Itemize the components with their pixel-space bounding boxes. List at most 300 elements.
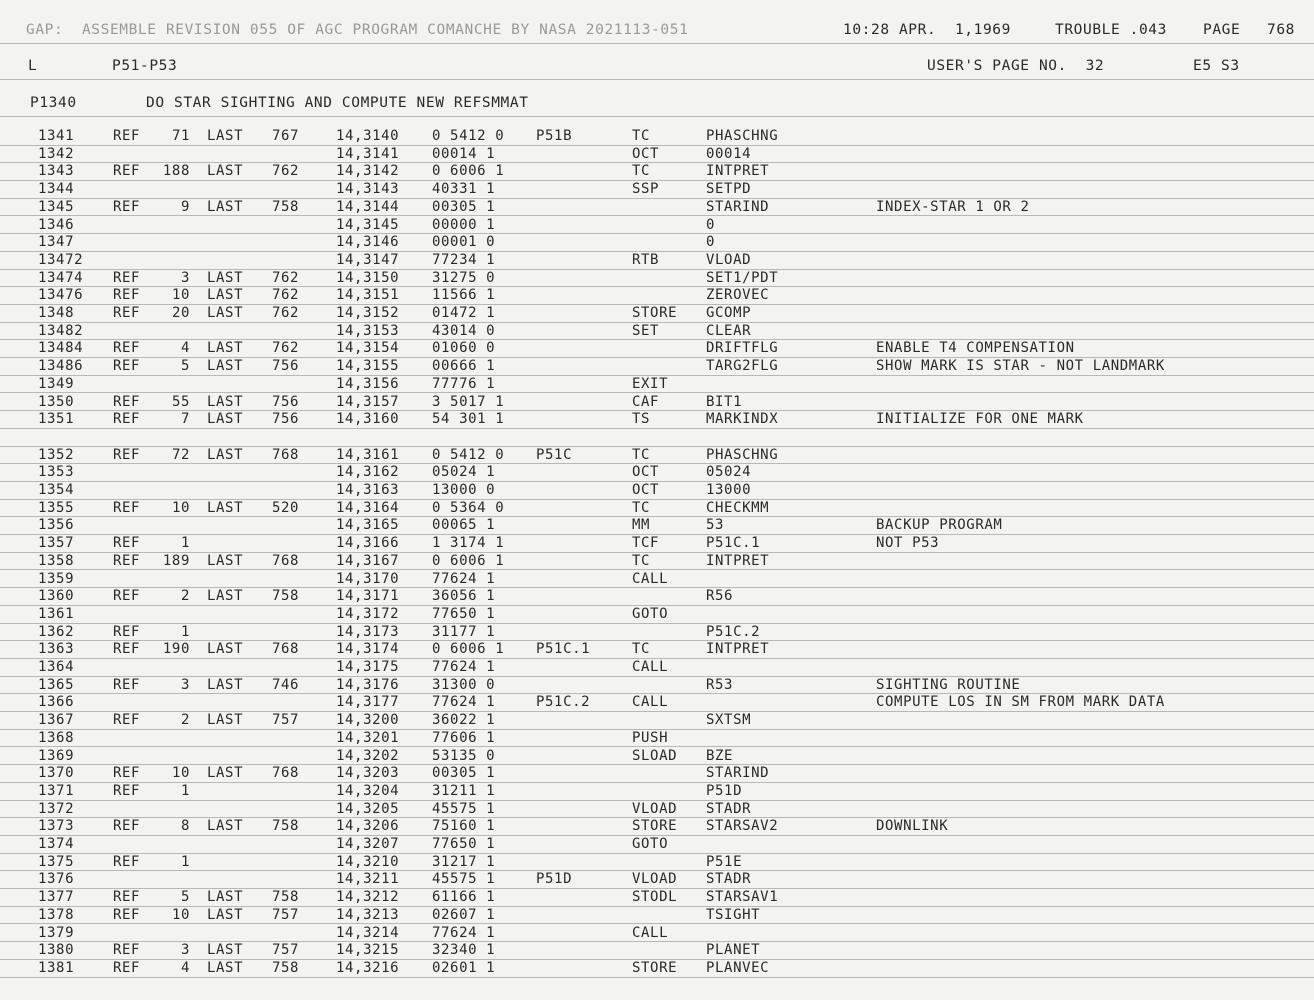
object-code: 31177 1 xyxy=(432,623,496,640)
last-page: 757 xyxy=(272,712,300,729)
line-number: 1374 xyxy=(38,836,75,852)
ref-keyword: REF xyxy=(113,818,141,835)
last-keyword: LAST xyxy=(207,305,244,321)
listing-row xyxy=(0,588,1314,606)
title-line xyxy=(0,91,1314,117)
address: 14,3154 xyxy=(336,340,400,357)
ref-keyword: REF xyxy=(113,641,141,658)
line-number: 1370 xyxy=(38,765,75,782)
line-number: 1360 xyxy=(38,588,75,605)
operand: DRIFTFLG xyxy=(706,340,779,357)
comment: NOT P53 xyxy=(876,535,940,552)
last-page: 768 xyxy=(272,446,300,463)
object-code: 13000 0 xyxy=(432,482,496,498)
page-label: PAGE xyxy=(1203,22,1241,38)
line-number: 1379 xyxy=(38,924,75,941)
address: 14,3152 xyxy=(336,305,400,321)
ref-keyword: REF xyxy=(113,906,141,923)
object-code: 36022 1 xyxy=(432,712,496,729)
line-number: 1368 xyxy=(38,729,75,746)
ref-count: 7 xyxy=(180,411,190,428)
operand: P51C.2 xyxy=(706,623,761,640)
ref-count: 1 xyxy=(180,782,190,799)
comment: SHOW MARK IS STAR - NOT LANDMARK xyxy=(876,358,1165,375)
object-code: 31211 1 xyxy=(432,782,496,799)
listing-row xyxy=(0,925,1314,943)
opcode: TC xyxy=(632,552,651,569)
line-number: 1351 xyxy=(38,411,75,428)
object-code: 00001 0 xyxy=(432,234,496,251)
opcode: TC xyxy=(632,128,651,144)
object-code: 31217 1 xyxy=(432,853,496,870)
address: 14,3167 xyxy=(336,552,400,569)
line-number: 1353 xyxy=(38,464,75,481)
ref-count: 5 xyxy=(180,358,190,375)
address: 14,3203 xyxy=(336,765,400,782)
ref-keyword: REF xyxy=(113,499,141,516)
address: 14,3157 xyxy=(336,393,400,410)
object-code: 32340 1 xyxy=(432,942,496,959)
operand: PHASCHNG xyxy=(706,446,779,463)
comment: ENABLE T4 COMPENSATION xyxy=(876,340,1075,357)
operand: CLEAR xyxy=(706,322,752,339)
opcode: OCT xyxy=(632,464,660,481)
last-keyword: LAST xyxy=(207,818,244,835)
last-keyword: LAST xyxy=(207,340,244,357)
symbol-label: P51D xyxy=(536,871,573,888)
opcode: EXIT xyxy=(632,375,669,392)
ref-count: 3 xyxy=(180,269,190,286)
last-page: 762 xyxy=(272,305,300,321)
last-page: 520 xyxy=(272,499,300,516)
object-code: 77234 1 xyxy=(432,251,496,268)
line-number: 1371 xyxy=(38,782,75,799)
object-code: 0 5412 0 xyxy=(432,446,505,463)
listing-row xyxy=(0,960,1314,978)
address: 14,3163 xyxy=(336,482,400,498)
address: 14,3144 xyxy=(336,198,400,215)
ref-count: 188 xyxy=(162,163,190,180)
opcode: TC xyxy=(632,499,651,516)
object-code: 53135 0 xyxy=(432,747,496,764)
opcode: STORE xyxy=(632,818,678,835)
last-page: 758 xyxy=(272,588,300,605)
line-number: 1373 xyxy=(38,818,75,835)
object-code: 00666 1 xyxy=(432,358,496,375)
ref-keyword: REF xyxy=(113,358,141,375)
opcode: RTB xyxy=(632,251,660,268)
comment: INDEX-STAR 1 OR 2 xyxy=(876,198,1030,215)
listing-row xyxy=(0,464,1314,482)
opcode: MM xyxy=(632,517,651,534)
address: 14,3205 xyxy=(336,800,400,817)
last-keyword: LAST xyxy=(207,712,244,729)
line-number: 1357 xyxy=(38,535,75,552)
listing-row xyxy=(0,358,1314,376)
comment: SIGHTING ROUTINE xyxy=(876,676,1021,693)
operand: PLANVEC xyxy=(706,959,770,976)
ref-count: 5 xyxy=(180,889,190,906)
address: 14,3161 xyxy=(336,446,400,463)
operand: BIT1 xyxy=(706,393,743,410)
opcode: GOTO xyxy=(632,836,669,852)
ref-keyword: REF xyxy=(113,269,141,286)
object-code: 77606 1 xyxy=(432,729,496,746)
opcode: SET xyxy=(632,322,660,339)
last-keyword: LAST xyxy=(207,641,244,658)
listing-row xyxy=(0,854,1314,872)
address: 14,3164 xyxy=(336,499,400,516)
timestamp: 10:28 APR. 1,1969 xyxy=(843,22,1011,38)
ref-keyword: REF xyxy=(113,765,141,782)
listing-row xyxy=(0,323,1314,341)
listing-row xyxy=(0,730,1314,748)
ref-keyword: REF xyxy=(113,411,141,428)
line-number: 1342 xyxy=(38,145,75,162)
object-code: 0 5412 0 xyxy=(432,128,505,144)
left-code: L xyxy=(28,58,38,74)
address: 14,3153 xyxy=(336,322,400,339)
line-number: 1364 xyxy=(38,659,75,675)
operand: 00014 xyxy=(706,145,752,162)
address: 14,3206 xyxy=(336,818,400,835)
listing-row xyxy=(0,252,1314,270)
object-code: 0 5364 0 xyxy=(432,499,505,516)
object-code: 36056 1 xyxy=(432,588,496,605)
ref-count: 1 xyxy=(180,853,190,870)
last-keyword: LAST xyxy=(207,906,244,923)
listing-row xyxy=(0,500,1314,518)
listing-row xyxy=(0,535,1314,553)
listing-row xyxy=(0,305,1314,323)
address: 14,3215 xyxy=(336,942,400,959)
last-keyword: LAST xyxy=(207,358,244,375)
listing-row xyxy=(0,694,1314,712)
section-name: P51-P53 xyxy=(112,58,178,74)
address: 14,3145 xyxy=(336,216,400,233)
listing-row xyxy=(0,447,1314,465)
ref-keyword: REF xyxy=(113,853,141,870)
operand: STARSAV2 xyxy=(706,818,779,835)
users-page: USER'S PAGE NO. 32 xyxy=(927,58,1105,74)
last-keyword: LAST xyxy=(207,499,244,516)
operand: 05024 xyxy=(706,464,752,481)
listing-row xyxy=(0,889,1314,907)
operand: TARG2FLG xyxy=(706,358,779,375)
line-number: 13472 xyxy=(38,251,84,268)
last-keyword: LAST xyxy=(207,552,244,569)
operand: GCOMP xyxy=(706,305,752,321)
operand: STARSAV1 xyxy=(706,889,779,906)
line-number: 1365 xyxy=(38,676,75,693)
ref-count: 4 xyxy=(180,959,190,976)
address: 14,3174 xyxy=(336,641,400,658)
listing-row xyxy=(0,234,1314,252)
line-number: 1345 xyxy=(38,198,75,215)
operand: TSIGHT xyxy=(706,906,761,923)
ref-count: 8 xyxy=(180,818,190,835)
listing-row xyxy=(0,871,1314,889)
object-code: 77776 1 xyxy=(432,375,496,392)
opcode: CALL xyxy=(632,570,669,587)
address: 14,3176 xyxy=(336,676,400,693)
address: 14,3155 xyxy=(336,358,400,375)
last-page: 768 xyxy=(272,765,300,782)
opcode: CALL xyxy=(632,694,669,711)
object-code: 31300 0 xyxy=(432,676,496,693)
object-code: 00305 1 xyxy=(432,765,496,782)
listing-row xyxy=(0,748,1314,766)
address: 14,3146 xyxy=(336,234,400,251)
last-keyword: LAST xyxy=(207,287,244,304)
line-number: 1341 xyxy=(38,128,75,144)
ref-count: 10 xyxy=(171,906,190,923)
line-number: 13474 xyxy=(38,269,84,286)
last-page: 758 xyxy=(272,198,300,215)
line-number: 1350 xyxy=(38,393,75,410)
address: 14,3151 xyxy=(336,287,400,304)
object-code: 45575 1 xyxy=(432,871,496,888)
opcode: TC xyxy=(632,641,651,658)
operand: VLOAD xyxy=(706,251,752,268)
operand: ZEROVEC xyxy=(706,287,770,304)
page-number: 768 xyxy=(1267,22,1295,38)
symbol-label: P51B xyxy=(536,128,573,144)
address: 14,3204 xyxy=(336,782,400,799)
object-code: 31275 0 xyxy=(432,269,496,286)
listing-row xyxy=(0,818,1314,836)
opcode: GOTO xyxy=(632,605,669,622)
address: 14,3213 xyxy=(336,906,400,923)
header-line-2 xyxy=(0,54,1314,80)
page-title: DO STAR SIGHTING AND COMPUTE NEW REFSMMAT xyxy=(146,95,529,111)
title-line-no: P1340 xyxy=(30,95,77,111)
opcode: CALL xyxy=(632,659,669,675)
address: 14,3140 xyxy=(336,128,400,144)
address: 14,3150 xyxy=(336,269,400,286)
ref-keyword: REF xyxy=(113,676,141,693)
line-number: 1369 xyxy=(38,747,75,764)
listing-spacer xyxy=(0,429,1314,447)
line-number: 1363 xyxy=(38,641,75,658)
operand: 13000 xyxy=(706,482,752,498)
line-number: 1346 xyxy=(38,216,75,233)
ref-keyword: REF xyxy=(113,198,141,215)
object-code: 02601 1 xyxy=(432,959,496,976)
ref-keyword: REF xyxy=(113,712,141,729)
ref-keyword: REF xyxy=(113,942,141,959)
line-number: 1344 xyxy=(38,181,75,198)
operand: INTPRET xyxy=(706,641,770,658)
operand: SETPD xyxy=(706,181,752,198)
line-number: 1358 xyxy=(38,552,75,569)
object-code: 77624 1 xyxy=(432,570,496,587)
opcode: VLOAD xyxy=(632,871,678,888)
ref-count: 1 xyxy=(180,623,190,640)
last-keyword: LAST xyxy=(207,128,244,144)
listing-row xyxy=(0,641,1314,659)
last-page: 768 xyxy=(272,552,300,569)
last-page: 758 xyxy=(272,959,300,976)
ref-keyword: REF xyxy=(113,959,141,976)
ref-count: 4 xyxy=(180,340,190,357)
last-keyword: LAST xyxy=(207,959,244,976)
opcode: OCT xyxy=(632,145,660,162)
header-line-1 xyxy=(0,18,1314,44)
comment: BACKUP PROGRAM xyxy=(876,517,1003,534)
line-number: 1355 xyxy=(38,499,75,516)
address: 14,3172 xyxy=(336,605,400,622)
object-code: 45575 1 xyxy=(432,800,496,817)
address: 14,3214 xyxy=(336,924,400,941)
listing-row xyxy=(0,801,1314,819)
operand: R53 xyxy=(706,676,734,693)
address: 14,3147 xyxy=(336,251,400,268)
object-code: 61166 1 xyxy=(432,889,496,906)
listing-row xyxy=(0,783,1314,801)
opcode: TC xyxy=(632,163,651,180)
ref-keyword: REF xyxy=(113,287,141,304)
object-code: 1 3174 1 xyxy=(432,535,505,552)
last-page: 762 xyxy=(272,287,300,304)
object-code: 77624 1 xyxy=(432,659,496,675)
symbol-label: P51C.1 xyxy=(536,641,591,658)
line-number: 1378 xyxy=(38,906,75,923)
ref-count: 10 xyxy=(171,499,190,516)
opcode: TCF xyxy=(632,535,660,552)
operand: SET1/PDT xyxy=(706,269,779,286)
last-page: 746 xyxy=(272,676,300,693)
opcode: PUSH xyxy=(632,729,669,746)
object-code: 75160 1 xyxy=(432,818,496,835)
sheet-id: E5 S3 xyxy=(1193,58,1240,74)
operand: CHECKMM xyxy=(706,499,770,516)
line-number: 1366 xyxy=(38,694,75,711)
listing-row xyxy=(0,217,1314,235)
listing-row xyxy=(0,163,1314,181)
ref-count: 10 xyxy=(171,765,190,782)
line-number: 1380 xyxy=(38,942,75,959)
object-code: 77650 1 xyxy=(432,836,496,852)
line-number: 1381 xyxy=(38,959,75,976)
address: 14,3212 xyxy=(336,889,400,906)
comment: INITIALIZE FOR ONE MARK xyxy=(876,411,1084,428)
listing-row xyxy=(0,181,1314,199)
address: 14,3160 xyxy=(336,411,400,428)
listing-row xyxy=(0,553,1314,571)
object-code: 54 301 1 xyxy=(432,411,505,428)
last-page: 767 xyxy=(272,128,300,144)
last-page: 758 xyxy=(272,889,300,906)
listing-row xyxy=(0,340,1314,358)
ref-count: 9 xyxy=(180,198,190,215)
last-keyword: LAST xyxy=(207,393,244,410)
object-code: 00014 1 xyxy=(432,145,496,162)
ref-count: 20 xyxy=(171,305,190,321)
object-code: 05024 1 xyxy=(432,464,496,481)
address: 14,3165 xyxy=(336,517,400,534)
last-keyword: LAST xyxy=(207,411,244,428)
ref-keyword: REF xyxy=(113,163,141,180)
last-page: 756 xyxy=(272,393,300,410)
last-keyword: LAST xyxy=(207,163,244,180)
line-number: 1361 xyxy=(38,605,75,622)
listing-row xyxy=(0,571,1314,589)
listing-row xyxy=(0,765,1314,783)
address: 14,3211 xyxy=(336,871,400,888)
operand: MARKINDX xyxy=(706,411,779,428)
ref-count: 2 xyxy=(180,588,190,605)
last-page: 756 xyxy=(272,411,300,428)
line-number: 1354 xyxy=(38,482,75,498)
address: 14,3170 xyxy=(336,570,400,587)
listing-row xyxy=(0,907,1314,925)
ref-keyword: REF xyxy=(113,128,141,144)
symbol-label: P51C.2 xyxy=(536,694,591,711)
opcode: STORE xyxy=(632,305,678,321)
object-code: 40331 1 xyxy=(432,181,496,198)
operand: P51E xyxy=(706,853,743,870)
line-number: 13484 xyxy=(38,340,84,357)
address: 14,3175 xyxy=(336,659,400,675)
operand: INTPRET xyxy=(706,163,770,180)
ref-keyword: REF xyxy=(113,588,141,605)
ref-keyword: REF xyxy=(113,782,141,799)
listing-row xyxy=(0,482,1314,500)
operand: STARIND xyxy=(706,198,770,215)
opcode: SSP xyxy=(632,181,660,198)
operand: P51D xyxy=(706,782,743,799)
operand: R56 xyxy=(706,588,734,605)
listing-row xyxy=(0,624,1314,642)
object-code: 02607 1 xyxy=(432,906,496,923)
line-number: 1349 xyxy=(38,375,75,392)
address: 14,3207 xyxy=(336,836,400,852)
listing-row xyxy=(0,270,1314,288)
object-code: 00305 1 xyxy=(432,198,496,215)
last-page: 756 xyxy=(272,358,300,375)
object-code: 0 6006 1 xyxy=(432,552,505,569)
address: 14,3162 xyxy=(336,464,400,481)
operand: PHASCHNG xyxy=(706,128,779,144)
listing-row xyxy=(0,199,1314,217)
address: 14,3201 xyxy=(336,729,400,746)
operand: 0 xyxy=(706,216,716,233)
address: 14,3141 xyxy=(336,145,400,162)
ref-keyword: REF xyxy=(113,535,141,552)
listing-row xyxy=(0,659,1314,677)
operand: STADR xyxy=(706,800,752,817)
address: 14,3200 xyxy=(336,712,400,729)
listing-row xyxy=(0,394,1314,412)
listing-row xyxy=(0,146,1314,164)
last-keyword: LAST xyxy=(207,588,244,605)
listing-row xyxy=(0,376,1314,394)
symbol-label: P51C xyxy=(536,446,573,463)
listing-row xyxy=(0,942,1314,960)
opcode: SLOAD xyxy=(632,747,678,764)
opcode: OCT xyxy=(632,482,660,498)
ref-count: 3 xyxy=(180,676,190,693)
operand: INTPRET xyxy=(706,552,770,569)
ref-count: 2 xyxy=(180,712,190,729)
address: 14,3210 xyxy=(336,853,400,870)
last-page: 762 xyxy=(272,269,300,286)
operand: STADR xyxy=(706,871,752,888)
ref-count: 3 xyxy=(180,942,190,959)
opcode: TS xyxy=(632,411,651,428)
line-number: 1348 xyxy=(38,305,75,321)
